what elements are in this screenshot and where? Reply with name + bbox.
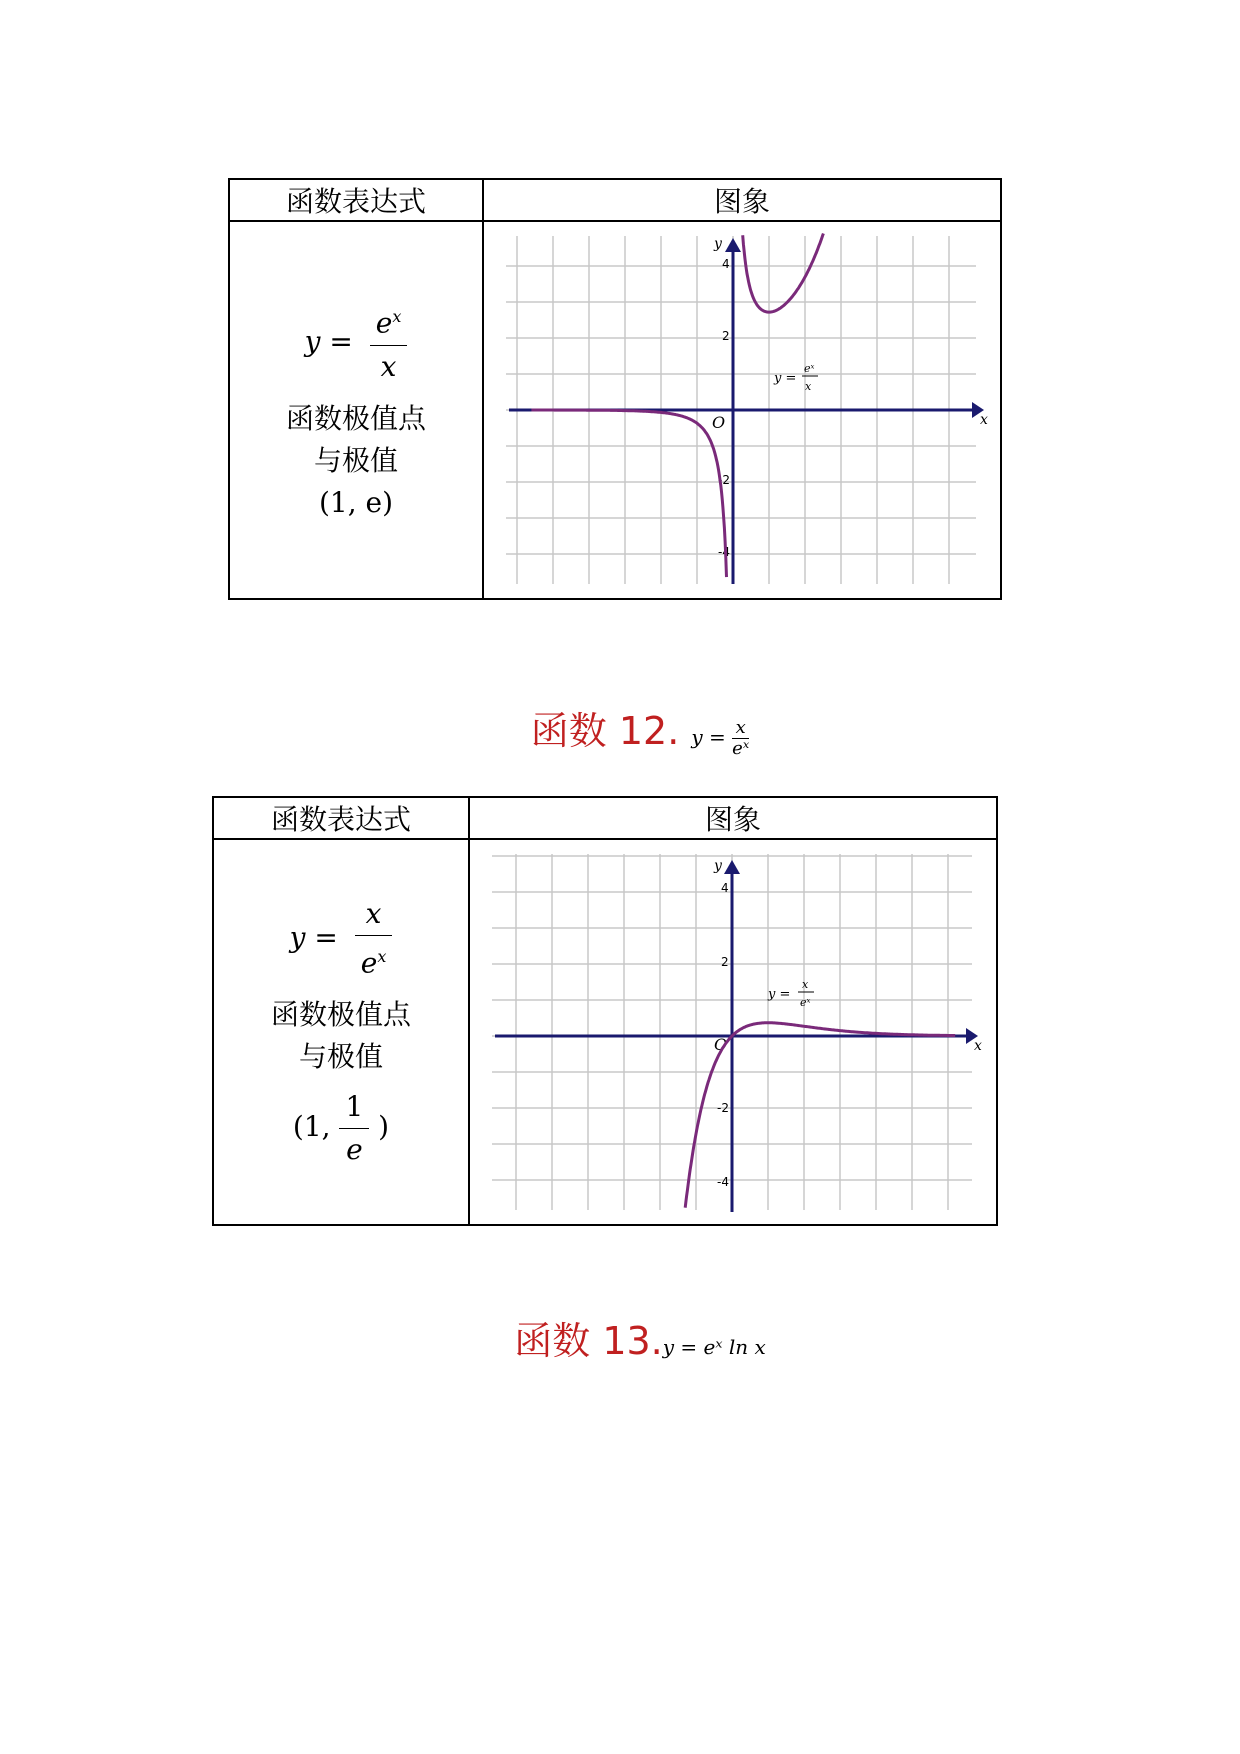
heading-13-formula: y = eˣ ln x [662,1335,766,1359]
y-tick-2: 2 [721,955,729,969]
expression-cell [213,839,469,1225]
formula-numerator: x [365,896,382,930]
graph-x-over-e-x [470,840,996,1224]
curve-label [773,362,818,393]
heading-12-lhs: y = [691,725,726,749]
description-line-2: 与极值 [298,1040,383,1074]
extremum-numerator: 1 [345,1090,364,1124]
formula-numerator-exponent: x [392,307,402,327]
heading-12-formula [691,717,750,759]
y-axis-arrow [725,238,741,252]
formula-denominator: x [380,349,397,383]
origin-label: O [714,1035,728,1054]
extremum-value [214,1086,468,1171]
formula-lhs: y = [289,921,338,955]
formula-fraction [370,296,408,387]
y-tick-neg4: -4 [717,1175,729,1189]
function-table-1 [228,178,1002,600]
graph-cell [483,221,1001,599]
header-expression: 函数表达式 [213,797,469,839]
heading-function-13 [440,1310,840,1365]
extremum-denominator: e [346,1133,363,1167]
heading-13-label: 函数 13. [514,1319,663,1363]
graph-cell [469,839,997,1225]
formula [230,296,482,387]
y-axis-arrow [724,860,740,874]
y-tick-4: 4 [722,257,730,271]
header-graph: 图象 [483,179,1001,221]
formula-denominator: e [360,946,378,980]
curve-right-branch [743,234,824,313]
function-table-2 [212,796,998,1226]
formula-denominator-exponent: x [377,946,387,966]
extremum-value: (1, e) [318,485,394,519]
expression-cell [229,221,483,599]
y-tick-neg2: -2 [717,1101,729,1115]
curve-label-numerator: x [802,978,809,991]
description-line-1: 函数极值点 [270,998,411,1032]
graph-e-x-over-x [484,222,1000,598]
formula-numerator: e [375,306,393,340]
y-tick-4: 4 [721,881,729,895]
y-axis-label: y [714,858,722,874]
description-line-1: 函数极值点 [285,401,426,435]
description-line-2: 与极值 [313,443,398,477]
y-tick-neg4: -4 [718,545,730,559]
y-tick-2: 2 [722,329,730,343]
x-axis-label: x [980,412,988,428]
header-expression: 函数表达式 [229,179,483,221]
curve-label-lhs: y = [768,987,791,1002]
curve-label-lhs: y = [774,371,797,386]
y-tick-neg2: -2 [718,473,730,487]
curve-label-denominator: x [805,380,812,393]
curve-label-denominator: eˣ [800,996,811,1009]
formula-fraction [355,893,393,984]
formula-lhs: y = [304,324,353,358]
curve-label [767,978,814,1009]
heading-12-numerator: x [735,717,746,738]
y-axis-label: y [714,236,722,252]
origin-label: O [712,413,726,432]
heading-function-12 [440,700,840,759]
extremum-close: ) [378,1110,390,1144]
formula [214,893,468,984]
heading-12-label: 函数 12. [530,709,680,753]
header-graph: 图象 [469,797,997,839]
extremum-open: (1, [292,1110,331,1144]
heading-12-denominator: eˣ [732,738,750,759]
extremum-fraction [339,1086,369,1171]
curve-label-numerator: eˣ [804,362,815,375]
x-axis-label: x [974,1038,982,1054]
